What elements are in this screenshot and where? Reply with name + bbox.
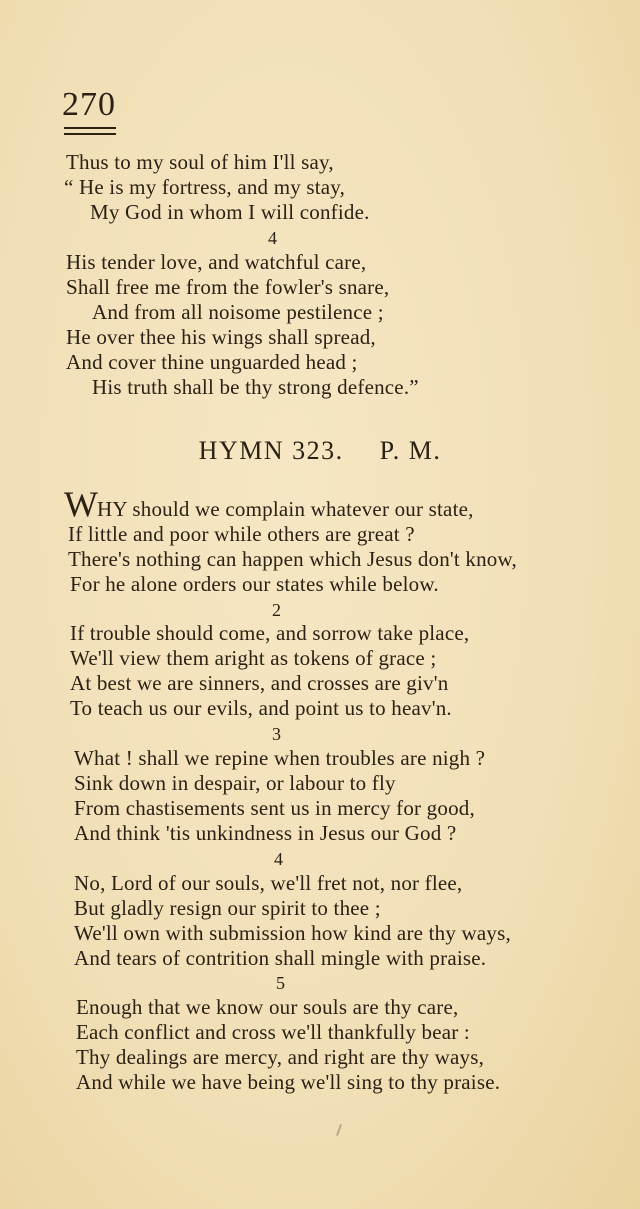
verse-line: If little and poor while others are great ?: [68, 522, 415, 546]
verse-line: He over thee his wings shall spread,: [66, 325, 376, 349]
hymn-title: [0, 436, 640, 466]
verse-line: Shall free me from the fowler's snare,: [66, 275, 390, 299]
hymn-number: HYMN 323.: [198, 436, 344, 465]
page-number: 270: [62, 86, 116, 123]
verse-line: My God in whom I will confide.: [90, 200, 370, 224]
verse-line: Each conflict and cross we'll thankfully bear :: [76, 1020, 470, 1044]
verse-line: We'll own with submission how kind are thy ways,: [74, 921, 511, 945]
verse-line: HY should we complain whatever our state,: [97, 497, 474, 521]
verse-number: 4: [274, 849, 284, 869]
verse-line: To teach us our evils, and point us to heav'n.: [70, 696, 452, 720]
hymn-meter: P. M.: [379, 436, 442, 465]
verse-line: And while we have being we'll sing to thy praise.: [76, 1070, 501, 1094]
verse-line: And tears of contrition shall mingle with praise.: [74, 946, 487, 970]
verse-line: There's nothing can happen which Jesus don't know,: [68, 547, 517, 571]
verse-line: Enough that we know our souls are thy care,: [76, 995, 459, 1019]
verse-line: No, Lord of our souls, we'll fret not, nor flee,: [74, 871, 463, 895]
verse-number: 4: [268, 228, 278, 248]
drop-cap: W: [64, 484, 97, 524]
verse-line: Sink down in despair, or labour to fly: [74, 771, 396, 795]
verse-line: And cover thine unguarded head ;: [66, 350, 358, 374]
verse-line: “ He is my fortress, and my stay,: [64, 175, 346, 199]
verse-line: If trouble should come, and sorrow take place,: [70, 621, 470, 645]
paper-blemish: [336, 1124, 342, 1136]
verse-line: We'll view them aright as tokens of grace ;: [70, 646, 437, 670]
verse-line: At best we are sinners, and crosses are giv'n: [70, 671, 449, 695]
verse-line: What ! shall we repine when troubles are nigh ?: [74, 746, 486, 770]
verse-line: His truth shall be thy strong defence.”: [92, 375, 419, 399]
verse-line: Thy dealings are mercy, and right are thy ways,: [76, 1045, 485, 1069]
header-rule-bottom: [64, 133, 116, 135]
verse-line: From chastisements sent us in mercy for good,: [74, 796, 475, 820]
header-rule-top: [64, 127, 116, 129]
verse-line: Thus to my soul of him I'll say,: [66, 150, 334, 174]
verse-line: His tender love, and watchful care,: [66, 250, 367, 274]
verse-line: And think 'tis unkindness in Jesus our God ?: [74, 821, 457, 845]
verse-line: For he alone orders our states while below.: [70, 572, 439, 596]
verse-line: But gladly resign our spirit to thee ;: [74, 896, 381, 920]
verse-number: 5: [276, 973, 286, 993]
verse-number: 3: [272, 724, 282, 744]
verse-line: And from all noisome pestilence ;: [92, 300, 384, 324]
verse-number: 2: [272, 600, 282, 620]
